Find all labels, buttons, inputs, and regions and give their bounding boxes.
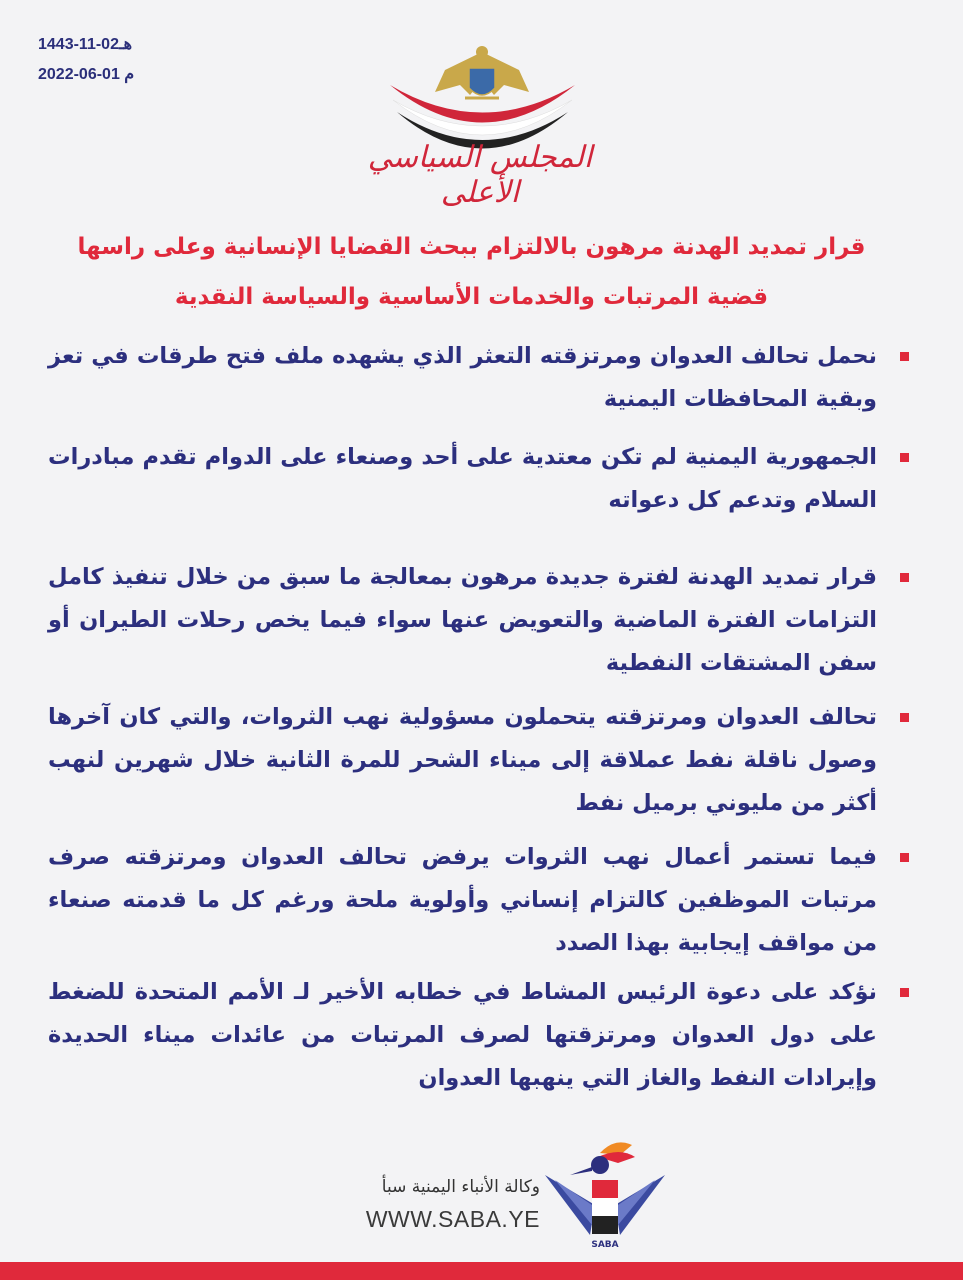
saba-hoopoe-logo-icon	[540, 1135, 670, 1260]
headline-line-2: قضية المرتبات والخدمات الأساسية والسياسة النقدية	[174, 284, 769, 310]
point-text: تحالف العدوان ومرتزقته يتحملون مسؤولية نهب الثروات، والتي كان آخرها وصول ناقلة نفط عملاقة إلى ميناء الشحر للمرة الثانية خلال شهرين لنهب أكثر من مليوني برميل نفط	[48, 704, 877, 816]
bottom-accent-bar	[0, 1262, 963, 1280]
council-name-calligraphy: المجلس السياسي الأعلى	[367, 140, 593, 210]
point-text: قرار تمديد الهدنة لفترة جديدة مرهون بمعالجة ما سبق من خلال تنفيذ كامل التزامات الفترة الماضية والتعويض عنها سواء فيما يخص رحلات الطيران أو سفن المشتقات النفطية	[48, 564, 877, 676]
headline-line-1: قرار تمديد الهدنة مرهون بالالتزام ببحث القضايا الإنسانية وعلى راسها	[77, 234, 866, 260]
point-text: نحمل تحالف العدوان ومرتزقته التعثر الذي يشهده ملف فتح طرقات في تعز وبقية المحافظات اليمنية	[48, 343, 877, 412]
point-text: الجمهورية اليمنية لم تكن معتدية على أحد وصنعاء على الدوام تقدم مبادرات السلام وتدعم كل دعواته	[48, 444, 877, 513]
agency-url: WWW.SABA.YE	[365, 1206, 540, 1232]
list-item	[48, 436, 915, 556]
red-square-bullet-icon	[900, 713, 909, 722]
red-square-bullet-icon	[900, 453, 909, 462]
red-square-bullet-icon	[900, 352, 909, 361]
list-item	[48, 335, 915, 430]
list-item	[48, 836, 915, 971]
red-square-bullet-icon	[900, 573, 909, 582]
list-item	[48, 696, 915, 836]
headline	[40, 222, 903, 322]
red-square-bullet-icon	[900, 853, 909, 862]
list-item	[48, 556, 915, 696]
point-text: نؤكد على دعوة الرئيس المشاط في خطابه الأخير لـ الأمم المتحدة للضغط على دول العدوان ومرتزقتها لصرف المرتبات من عائدات ميناء الحديدة وإيرادات النفط والغاز التي ينهبها العدوان	[48, 979, 877, 1091]
list-item	[48, 971, 915, 1091]
agency-name: وكالة الأنباء اليمنية سبأ	[381, 1177, 540, 1197]
statement-points-list	[48, 335, 915, 1091]
svg-text:SABA: SABA	[591, 1240, 619, 1250]
red-square-bullet-icon	[900, 988, 909, 997]
hijri-date: 1443-11-02هـ	[38, 36, 133, 53]
gregorian-date: 2022-06-01 م	[38, 66, 135, 83]
point-text: فيما تستمر أعمال نهب الثروات يرفض تحالف العدوان ومرتزقته صرف مرتبات الموظفين كالتزام إنساني وأولوية ملحة ورغم كل ما قدمته صنعاء من مواقف إيجابية بهذا الصدد	[48, 844, 877, 956]
agency-footer	[330, 1175, 540, 1239]
date-block	[38, 30, 134, 90]
